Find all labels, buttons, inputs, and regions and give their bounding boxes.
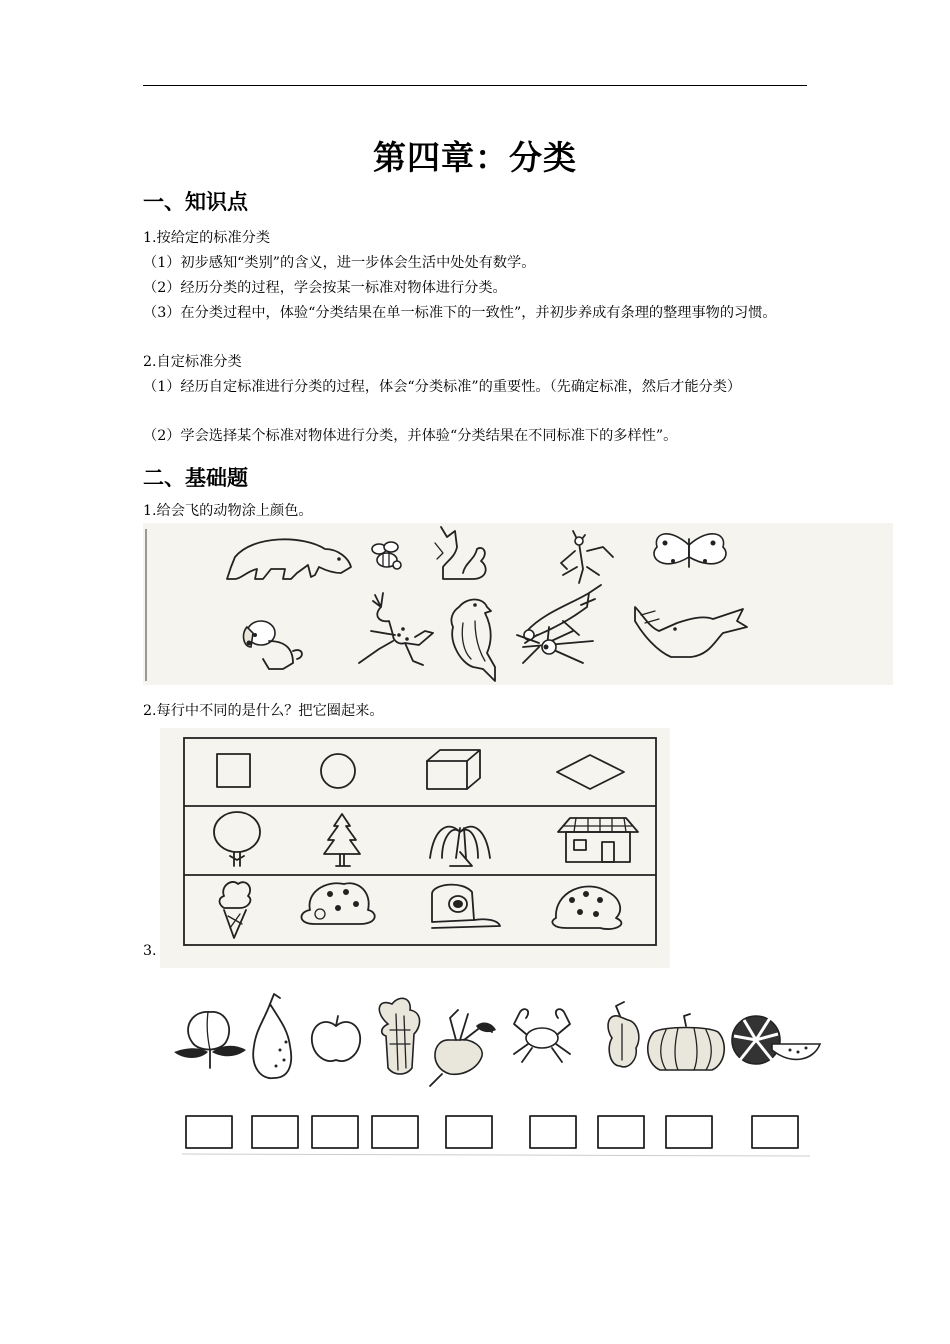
pear-drawing bbox=[253, 994, 291, 1078]
q2-odd-one-out-figure bbox=[160, 728, 670, 968]
knowledge-line-6: （1）经历自定标准进行分类的过程，体会“分类标准”的重要性。（先确定标准，然后才能分类） bbox=[143, 379, 742, 395]
knowledge-line-2: （1）初步感知“类别”的含义，进一步体会生活中处处有数学。 bbox=[143, 255, 536, 271]
pumpkin-drawing bbox=[648, 1014, 725, 1070]
crab-drawing bbox=[514, 1009, 570, 1062]
question-3-text: 3. bbox=[143, 943, 157, 959]
answer-box bbox=[252, 1116, 298, 1148]
question-1-text: 1.给会飞的动物涂上颜色。 bbox=[143, 503, 313, 519]
answer-box bbox=[752, 1116, 798, 1148]
peach-drawing bbox=[174, 1012, 246, 1068]
answer-box bbox=[598, 1116, 644, 1148]
section-heading-basics: 二、基础题 bbox=[143, 466, 248, 490]
knowledge-line-7: （2）学会选择某个标准对物体进行分类，并体验“分类结果在不同标准下的多样性”。 bbox=[143, 428, 678, 444]
answer-box bbox=[530, 1116, 576, 1148]
answer-box bbox=[666, 1116, 712, 1148]
pepper-drawing bbox=[608, 1002, 639, 1067]
watermelon-drawing bbox=[732, 1016, 820, 1064]
knowledge-line-4: （3）在分类过程中，体验“分类结果在单一标准下的一致性”，并初步养成有条理的整理事物的习惯。 bbox=[143, 305, 777, 321]
answer-box bbox=[312, 1116, 358, 1148]
q3-fruits-vegetables-figure bbox=[160, 990, 830, 1170]
page-title: 第四章：分类 bbox=[373, 138, 577, 177]
knowledge-line-5: 2.自定标准分类 bbox=[143, 354, 242, 370]
apple-drawing bbox=[312, 1016, 360, 1061]
answer-box bbox=[372, 1116, 418, 1148]
question-2-text: 2.每行中不同的是什么？把它圈起来。 bbox=[143, 703, 384, 719]
answer-box bbox=[446, 1116, 492, 1148]
radish-drawing bbox=[430, 1010, 496, 1086]
header-rule bbox=[143, 85, 807, 86]
section-heading-knowledge: 一、知识点 bbox=[143, 190, 248, 214]
answer-box bbox=[186, 1116, 232, 1148]
knowledge-line-1: 1.按给定的标准分类 bbox=[143, 230, 271, 246]
knowledge-line-3: （2）经历分类的过程，学会按某一标准对物体进行分类。 bbox=[143, 280, 507, 296]
q1-animals-figure bbox=[143, 523, 893, 685]
cabbage-drawing bbox=[379, 998, 419, 1074]
